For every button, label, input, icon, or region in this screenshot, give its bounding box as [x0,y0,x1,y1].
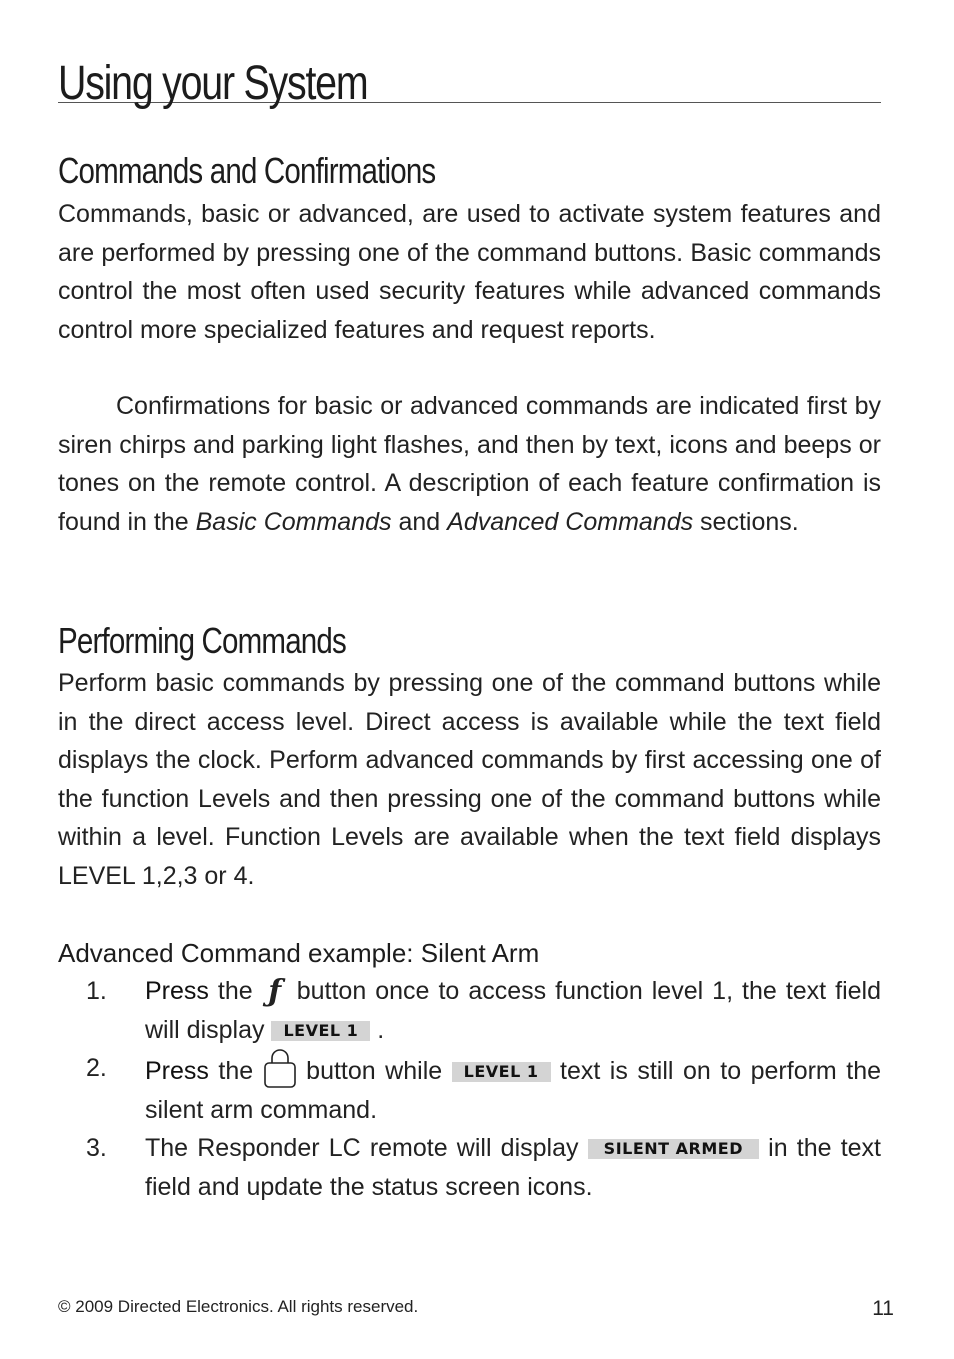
basic-commands-reference: Basic Commands [195,507,392,536]
press-label: Press [145,1057,209,1085]
paragraph-confirmations-text-b: and [391,507,448,536]
page-title: Using your System [58,57,368,110]
step-text: the [208,1057,263,1085]
step-text: in the text field and update the status screen icons. [145,1134,881,1201]
list-item [58,1049,881,1129]
paragraph-confirmations [58,387,881,541]
example-steps-list [58,972,881,1206]
section-heading-performing-commands: Performing Commands [58,620,346,661]
paragraph-confirmations-text-a: Confirmations for basic or advanced commands are indicated first by siren chirps and parking light flashes, and then by text, icons and beeps or tones on the remote control. A description of each feature confirmation is found in the [58,392,881,536]
example-heading: Advanced Command example: Silent Arm [58,938,540,968]
page-number: 11 [872,1297,894,1320]
step-text: . [370,1015,385,1044]
level-1-display-badge: LEVEL 1 [452,1062,551,1082]
step-number: 1. [86,977,107,1005]
level-1-display-badge: LEVEL 1 [271,1021,370,1041]
list-item [58,972,881,1049]
lock-icon [263,1049,297,1089]
function-f-icon: ƒ [268,974,282,1009]
page-title-row [58,52,881,110]
step-text: button while [296,1057,452,1085]
step-text: button once to access function level 1, the text field will display [145,977,881,1044]
step-text: The Responder LC remote will display [145,1134,588,1162]
list-item [58,1129,881,1206]
paragraph-commands-intro: Commands, basic or advanced, are used to activate system features and are performed by pressing one of the command buttons. Basic commands control the most often used security features while advanced commands control more specialized features and request reports. [58,200,881,344]
step-number: 2. [86,1054,107,1082]
footer-copyright: © 2009 Directed Electronics. All rights reserved. [58,1297,419,1316]
section-heading-commands-confirmations: Commands and Confirmations [58,150,436,191]
silent-armed-display-badge: SILENT ARMED [588,1139,759,1159]
step-text: text is still on to perform the silent arm command. [145,1057,881,1124]
paragraph-performing-commands: Perform basic commands by pressing one of the command buttons while in the direct access level. Direct access is available while the text field displays the clock. Perform advanced commands by first accessing one of the function Levels and then pressing one of the command buttons while within a level. Function Levels are available when the text field displays LEVEL 1,2,3 or 4. [58,669,881,890]
press-label: Press [145,977,209,1005]
step-number: 3. [86,1134,107,1162]
paragraph-confirmations-text-c: sections. [693,507,799,536]
advanced-commands-reference: Advanced Commands [447,507,694,536]
step-text: the [208,977,262,1005]
